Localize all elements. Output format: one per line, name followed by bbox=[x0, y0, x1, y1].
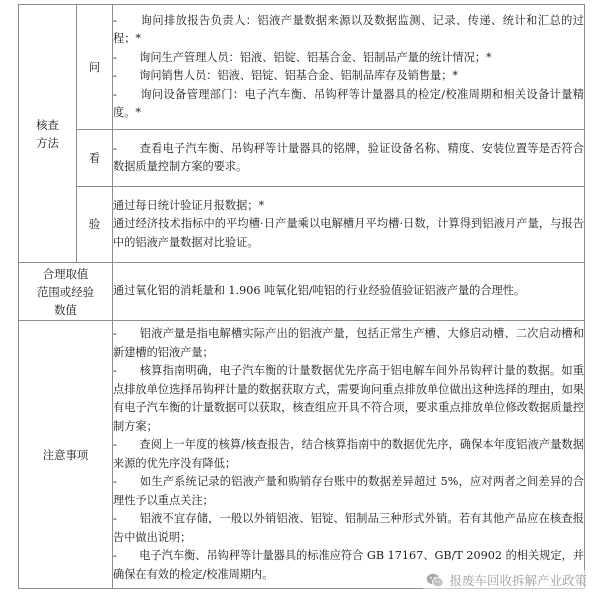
watermark bbox=[423, 570, 590, 590]
verify-item: 通过经济技术指标中的平均槽·日产量乘以电解槽月平均槽·日数，计算得到铝液月产量，与报告中的铝液产量数据对比验证。 bbox=[113, 217, 584, 249]
wechat-icon bbox=[426, 573, 444, 588]
ask-item: - 询问设备管理部门：电子汽车衡、吊钩秤等计量器具的检定/校准周期和相关设备计量精度。* bbox=[113, 87, 584, 119]
notes-item: - 铝液不宜存储，一般以外销铝液、铝锭、铝制品三种形式外销。若有其他产品应在核查报告中做出说明； bbox=[113, 512, 584, 544]
row-look bbox=[19, 130, 585, 187]
row-ask bbox=[19, 5, 585, 130]
check-method-label: 核查 方法 bbox=[19, 5, 77, 263]
row-reasonable bbox=[19, 263, 585, 321]
ask-item: - 询问生产管理人员：铝液、铝锭、铝基合金、铝制品产量的统计情况；* bbox=[113, 50, 492, 64]
notes-item: - 核算指南明确，电子汽车衡的计量数据优先序高于铝电解车间外吊钩秤计量的数据。如重点排放单位选择吊钩秤计量的数据获取方式，需要询问重点排放单位做出这种选择的理由，如果有电子汽车衡的计量数据可以获取，核查组应开具不符合项，要求重点排放单位修改数据质量控制方案； bbox=[113, 364, 584, 433]
reasonable-content: 通过氧化铝的消耗量和 1.906 吨氧化铝/吨铝的行业经验值验证铝液产量的合理性。 bbox=[113, 263, 585, 321]
notes-item: - 铝液产量是指电解槽实际产出的铝液产量，包括正常生产槽、大修启动槽、二次启动槽和新建槽的铝液产量； bbox=[113, 327, 584, 359]
row-notes bbox=[19, 321, 585, 589]
look-label: 看 bbox=[77, 130, 113, 187]
reasonable-label: 合理取值 范围或经验 数值 bbox=[19, 263, 113, 321]
row-verify bbox=[19, 187, 585, 263]
ask-label: 问 bbox=[77, 5, 113, 130]
watermark-text: 报废车回收拆解产业政策 bbox=[449, 573, 587, 588]
verify-label: 验 bbox=[77, 187, 113, 263]
verify-content bbox=[113, 187, 585, 263]
verification-table bbox=[18, 4, 585, 589]
verify-item: 通过每日统计验证月报数据；* bbox=[113, 198, 265, 212]
notes-content bbox=[113, 321, 585, 589]
notes-label: 注意事项 bbox=[19, 321, 113, 589]
look-content bbox=[113, 130, 585, 187]
notes-item: - 如生产系统记录的铝液产量和购销存台账中的数据差异超过 5%，应对两者之间差异的合理性予以重点关注； bbox=[113, 475, 584, 507]
ask-content bbox=[113, 5, 585, 130]
notes-item: - 查阅上一年度的核算/核查报告，结合核算指南中的数据优先序，确保本年度铝液产量数据来源的优先序没有降低； bbox=[113, 438, 584, 470]
look-item: - 查看电子汽车衡、吊钩秤等计量器具的铭牌，验证设备名称、精度、安装位置等是否符合数据质量控制方案的要求。 bbox=[113, 141, 584, 173]
notes-item: - 电子汽车衡、吊钩秤等计量器具的标准应符合 GB 17167、GB/T 20902 的相关规定，并确保在有效的检定/校准周期内。 bbox=[113, 549, 584, 581]
ask-item: - 询问销售人员：铝液、铝锭、铝基合金、铝制品库存及销售量；* bbox=[113, 69, 459, 82]
ask-item: - 询问排放报告负责人：铝液产量数据来源以及数据监测、记录、传递、统计和汇总的过程；* bbox=[113, 13, 584, 45]
